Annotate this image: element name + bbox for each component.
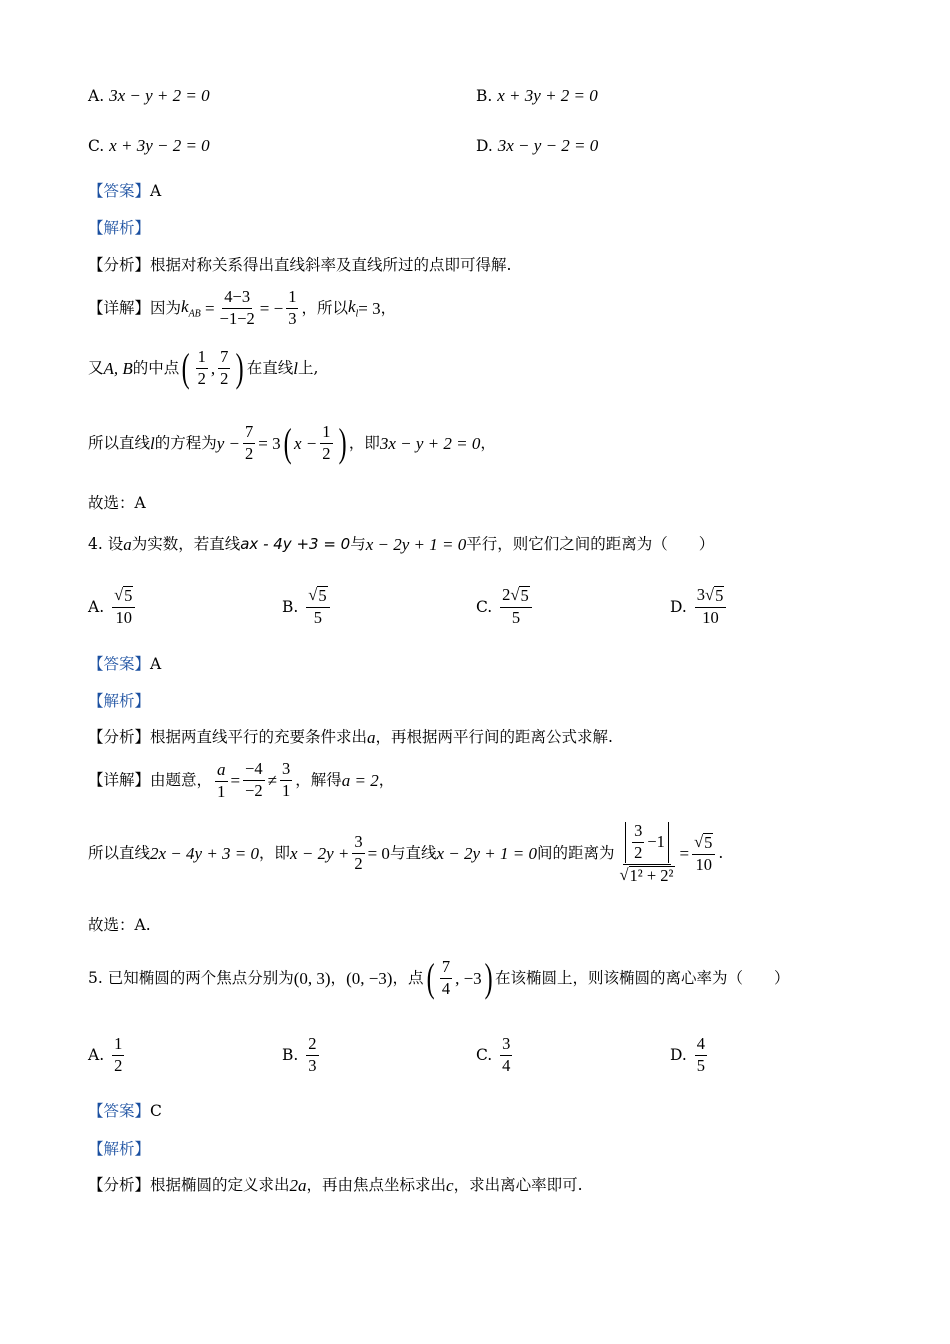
stem-text: 4. 设 xyxy=(88,534,124,553)
answer-label: 【答案】 xyxy=(88,1102,151,1120)
line-equation: 3x − y + 2 = 0 xyxy=(379,433,481,453)
k-subscript: l xyxy=(355,308,359,320)
fraction-slope xyxy=(218,288,257,329)
stem-text: 平行，则它们之间的距离为（ ） xyxy=(466,534,715,553)
frac-num: 3 xyxy=(352,833,364,854)
q3-option-d xyxy=(476,136,598,156)
stem-text: ， xyxy=(330,968,347,987)
detail-label: 【详解】 xyxy=(88,771,151,789)
frac-num xyxy=(692,833,715,855)
detail-text: 由题意， xyxy=(150,771,213,789)
sqrt: √ 1² + 2² xyxy=(619,864,674,885)
q3-answer xyxy=(88,184,161,200)
radicand: 5 xyxy=(520,586,529,605)
answer-value: A xyxy=(150,182,162,200)
detail-text: ，所以 xyxy=(301,298,348,317)
stem-text: 与 xyxy=(350,534,366,553)
q3-conclusion: 故选：A xyxy=(88,494,146,512)
answer-label: 【答案】 xyxy=(88,655,151,673)
line-equation-2: x − 2y + 1 = 0 xyxy=(365,535,467,554)
detail-text: 的中点 xyxy=(132,358,180,377)
stem-text: ，点 xyxy=(392,968,424,987)
q3-analysis-heading xyxy=(88,221,150,237)
frac-den: 3 xyxy=(288,308,297,328)
line-equation: x − 2y + xyxy=(290,844,350,864)
frac-den: 1 xyxy=(217,781,226,801)
frac-den: 10 xyxy=(115,607,132,627)
detail-text: ， xyxy=(378,771,395,789)
coef: 2 xyxy=(502,585,511,604)
radicand: 5 xyxy=(715,586,724,605)
coef: 3 xyxy=(696,585,705,604)
radicand: 1² + 2² xyxy=(629,865,674,885)
right-paren: ) xyxy=(484,955,493,1001)
term-2a: 2a xyxy=(289,1176,307,1195)
frac-den: 3 xyxy=(308,1055,317,1075)
line-equation: 2x − 4y + 3 = 0 xyxy=(150,844,260,864)
option-fraction xyxy=(112,586,135,628)
line-equation: x − 2y + 1 = 0 xyxy=(436,844,537,864)
fenxi-text: 根据对称关系得出直线斜率及直线所过的点即可得解. xyxy=(150,256,512,274)
q4-detail-line1 xyxy=(88,760,394,802)
q5-option-a xyxy=(88,1035,127,1076)
option-letter: D. xyxy=(670,597,687,616)
frac-num: 7 xyxy=(440,958,452,979)
frac-num: −4 xyxy=(243,760,265,781)
detail-text: 所以直线 xyxy=(88,844,151,863)
answer-value: C xyxy=(150,1102,162,1120)
points-ab: A, B xyxy=(103,358,133,378)
result-a: a = 2 xyxy=(341,771,379,791)
detail-text: . xyxy=(718,844,724,863)
frac-num: a xyxy=(215,760,228,782)
detail-text: ，解得 xyxy=(295,771,342,789)
detail-text: 间的距离为 xyxy=(536,844,615,863)
option-letter: D. xyxy=(670,1046,687,1065)
frac-den xyxy=(617,865,676,886)
kl-value: = 3 xyxy=(358,298,381,318)
frac-den: 5 xyxy=(511,607,521,627)
option-letter: A. xyxy=(88,87,105,105)
q5-stem xyxy=(88,955,790,1001)
term-c: c xyxy=(446,1176,454,1195)
not-equal: ≠ xyxy=(267,771,278,791)
q3-detail-line1: 【详解】 因为 $k_{AB}$ = $\frac{4-3}{-1-2}$ = − $\frac{1}{3}$ ，所以 $k_l$ = 3 ， xyxy=(88,287,397,328)
left-paren: ( xyxy=(283,420,292,466)
frac-num xyxy=(306,586,329,608)
radicand: 5 xyxy=(318,586,327,605)
slope-kl xyxy=(348,298,358,319)
frac-num xyxy=(695,586,727,608)
option-fraction xyxy=(695,586,727,628)
fraction-half xyxy=(196,348,208,389)
detail-text: 与直线 xyxy=(389,844,437,863)
analysis-label: 【解析】 xyxy=(88,1140,151,1158)
frac-num xyxy=(623,822,671,865)
option-expr: 3x − y + 2 = 0 xyxy=(109,86,210,105)
detail-text: 所以直线 xyxy=(88,433,151,452)
option-fraction xyxy=(306,1035,318,1076)
detail-text: 因为 xyxy=(150,298,182,317)
q4-stem xyxy=(88,536,714,553)
option-letter: C. xyxy=(476,1046,493,1065)
detail-text: ，即 xyxy=(348,433,380,452)
q4-detail-line2 xyxy=(88,822,723,886)
var-a: a xyxy=(367,728,376,747)
frac-den: 2 xyxy=(354,854,363,874)
q5-option-c xyxy=(476,1035,515,1076)
fenxi-label: 【分析】 xyxy=(88,727,151,746)
q4-conclusion: 故选：A. xyxy=(88,916,151,934)
frac-den: 2 xyxy=(245,443,254,463)
option-fraction xyxy=(695,1035,707,1076)
sqrt: √ 5 xyxy=(705,585,724,605)
frac-den: −2 xyxy=(245,781,263,801)
analysis-label: 【解析】 xyxy=(88,692,151,710)
k-symbol: k xyxy=(347,296,356,316)
analysis-label: 【解析】 xyxy=(88,219,151,237)
slope-k xyxy=(181,298,201,319)
q3-detail-line3 xyxy=(88,420,496,466)
result-fraction xyxy=(692,833,715,875)
q3-fenxi xyxy=(88,258,511,274)
q5-option-b xyxy=(282,1035,322,1076)
k-subscript: AB xyxy=(188,308,201,320)
frac-num: 1 xyxy=(196,348,208,369)
fenxi-text: ，再由焦点坐标求出 xyxy=(306,1175,447,1194)
q5-analysis-heading xyxy=(88,1142,150,1158)
left-paren: ( xyxy=(181,345,190,391)
sqrt: √ 5 xyxy=(308,585,327,605)
q4-answer xyxy=(88,657,161,673)
option-fraction xyxy=(306,586,329,628)
y-term: y − xyxy=(216,433,241,453)
right-paren: ) xyxy=(338,420,347,466)
frac-den: 10 xyxy=(702,607,719,627)
frac-num: 3 xyxy=(500,1035,512,1056)
fraction-seven-half xyxy=(243,423,255,464)
fenxi-label: 【分析】 xyxy=(88,256,151,274)
line-l: l xyxy=(293,358,298,378)
fraction-three-half xyxy=(352,833,364,874)
frac-den: 4 xyxy=(441,978,451,998)
frac-den: 5 xyxy=(313,607,323,627)
detail-text: 在直线 xyxy=(246,358,294,377)
minus-one: −1 xyxy=(647,831,665,851)
focus-1: (0, 3) xyxy=(293,968,331,988)
frac-num: 7 xyxy=(218,348,230,369)
frac-num: 3 xyxy=(632,822,644,843)
sqrt: √ 5 xyxy=(114,585,133,605)
equals-zero: = 0 xyxy=(367,844,390,864)
detail-text: 又 xyxy=(88,358,104,377)
frac-num xyxy=(500,586,532,608)
frac-num: 4−3 xyxy=(222,288,252,309)
detail-text: 上, xyxy=(297,358,319,377)
equals: = xyxy=(230,771,241,791)
frac-num: 7 xyxy=(243,423,255,444)
distance-fraction xyxy=(617,822,676,886)
line-equation-1: ax - 4y +3 = 0 xyxy=(240,535,351,553)
option-fraction xyxy=(500,586,532,628)
q5-option-d xyxy=(670,1035,710,1076)
focus-2: (0, −3) xyxy=(346,968,393,988)
inner-fraction xyxy=(632,822,644,863)
radicand: 5 xyxy=(704,832,713,852)
q4-option-c xyxy=(476,586,535,628)
frac-den: 2 xyxy=(322,443,331,463)
radicand: 5 xyxy=(124,586,133,605)
detail-text: ， xyxy=(380,298,397,317)
comma: , xyxy=(210,358,216,378)
answer-value: A xyxy=(150,655,162,673)
stem-text: 5. 已知椭圆的两个焦点分别为 xyxy=(88,968,294,987)
q5-fenxi xyxy=(88,1177,583,1194)
frac-den: −1−2 xyxy=(219,308,255,328)
option-expr: x + 3y − 2 = 0 xyxy=(109,136,210,155)
option-letter: B. xyxy=(476,87,493,105)
fenxi-text: 根据两直线平行的充要条件求出 xyxy=(150,727,368,746)
fraction-neg4-neg2 xyxy=(243,760,265,801)
detail-text: ，即 xyxy=(259,844,291,863)
frac-num: 2 xyxy=(306,1035,318,1056)
equals-neg: = − xyxy=(259,298,284,318)
option-letter: A. xyxy=(88,597,105,616)
q3-option-a xyxy=(88,86,210,106)
q4-analysis-heading xyxy=(88,694,150,710)
q4-fenxi xyxy=(88,729,613,746)
detail-text: ， xyxy=(480,433,496,452)
line-l: l xyxy=(150,433,155,453)
frac-num: 1 xyxy=(286,288,298,309)
frac-den: 2 xyxy=(220,368,229,388)
frac-den: 4 xyxy=(502,1055,511,1075)
option-letter: D. xyxy=(476,137,493,155)
q5-answer xyxy=(88,1104,162,1120)
fraction-a-over-1 xyxy=(215,760,228,802)
sqrt: √ 5 xyxy=(510,585,529,605)
detail-text: 的方程为 xyxy=(154,433,217,452)
point-x-fraction xyxy=(440,958,452,999)
fenxi-text: 根据椭圆的定义求出 xyxy=(150,1175,290,1194)
option-fraction xyxy=(500,1035,512,1076)
option-letter: B. xyxy=(282,597,299,616)
option-letter: B. xyxy=(282,1046,299,1065)
frac-den: 1 xyxy=(282,781,291,801)
option-letter: C. xyxy=(476,597,493,616)
option-letter: C. xyxy=(88,137,105,155)
stem-text: 为实数，若直线 xyxy=(131,534,241,553)
x-term: x − xyxy=(293,433,318,453)
q4-option-b xyxy=(282,586,333,628)
option-fraction xyxy=(112,1035,124,1076)
q3-option-b xyxy=(476,86,598,106)
equals: = xyxy=(679,844,690,864)
right-paren: ) xyxy=(236,345,245,391)
fraction-3-over-1 xyxy=(280,760,292,801)
equals-three: = 3 xyxy=(258,433,281,453)
answer-label: 【答案】 xyxy=(88,182,151,200)
k-symbol: k xyxy=(181,296,189,316)
fraction-seven-half xyxy=(218,348,230,389)
frac-den: 2 xyxy=(114,1055,123,1075)
frac-den: 2 xyxy=(197,368,206,388)
frac-num: 3 xyxy=(280,760,292,781)
option-expr: x + 3y + 2 = 0 xyxy=(497,86,598,105)
var-a: a xyxy=(123,535,132,554)
fenxi-text: ，再根据两平行间的距离公式求解. xyxy=(375,727,613,746)
fenxi-label: 【分析】 xyxy=(88,1175,151,1194)
q4-option-d xyxy=(670,586,729,628)
option-expr: 3x − y − 2 = 0 xyxy=(497,136,599,155)
detail-label: 【详解】 xyxy=(88,298,151,317)
fraction-one-third xyxy=(286,288,298,329)
frac-den: 10 xyxy=(695,854,712,874)
option-letter: A. xyxy=(88,1046,105,1065)
frac-num: 1 xyxy=(320,423,332,444)
q3-detail-line2 xyxy=(88,345,319,391)
frac-num xyxy=(112,586,135,608)
stem-text: 在该椭圆上，则该椭圆的离心率为（ ） xyxy=(495,968,790,987)
point-y: , −3 xyxy=(455,968,482,988)
q4-option-a xyxy=(88,586,138,628)
frac-num: 1 xyxy=(112,1035,124,1056)
fenxi-text: ，求出离心率即可. xyxy=(453,1175,583,1194)
q3-option-c xyxy=(88,136,210,156)
absolute-value xyxy=(625,822,669,863)
left-paren: ( xyxy=(426,955,435,1001)
sqrt: √ 5 xyxy=(694,831,713,852)
fraction-half xyxy=(320,423,332,464)
frac-den: 2 xyxy=(634,842,643,862)
frac-num: 4 xyxy=(695,1035,707,1056)
frac-den: 5 xyxy=(696,1055,705,1075)
